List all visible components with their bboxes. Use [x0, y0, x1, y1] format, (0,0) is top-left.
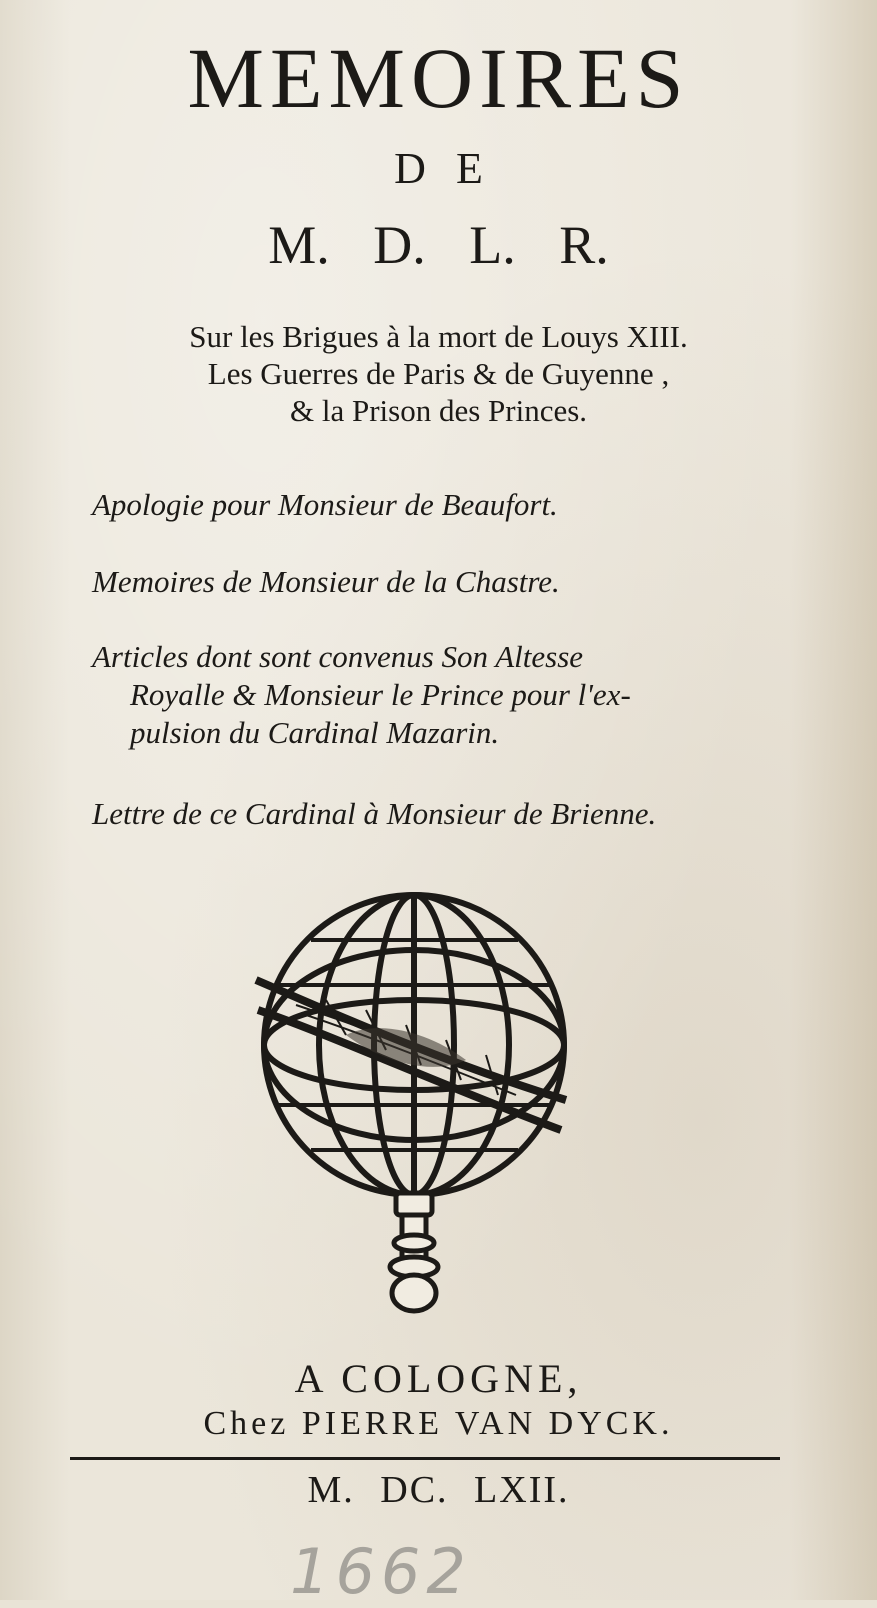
contents-line: Articles dont sont convenus Son Altesse [92, 639, 584, 674]
subject-block [0, 318, 877, 429]
imprint-date: M. DC. LXII. [307, 1469, 570, 1511]
imprint-place: A COLOGNE, [294, 1356, 583, 1401]
contents-line: Royalle & Monsieur le Prince pour l'ex- [130, 677, 631, 712]
contents-item-apologie: Apologie pour Monsieur de Beaufort. [92, 487, 558, 522]
subject-line: Sur les Brigues à la mort de Louys XIII. [189, 319, 688, 354]
subject-line: & la Prison des Princes. [289, 393, 588, 428]
author-initials: M. D. L. R. [268, 215, 609, 275]
contents-item-lettre: Lettre de ce Cardinal à Monsieur de Brienne. [92, 796, 657, 831]
pencil-annotation: 1662 [290, 1535, 472, 1608]
imprint-printer: Chez PIERRE VAN DYCK. [203, 1405, 674, 1442]
subject-line: Les Guerres de Paris & de Guyenne , [207, 356, 670, 391]
contents-item-articles [92, 638, 631, 752]
title-preposition: DE [394, 144, 513, 193]
contents-line: pulsion du Cardinal Mazarin. [130, 715, 500, 750]
book-title: MEMOIRES [187, 30, 690, 126]
imprint-rule [70, 1457, 780, 1460]
armillary-sphere-icon [236, 885, 596, 1325]
contents-item-memoires-chastre: Memoires de Monsieur de la Chastre. [92, 564, 560, 599]
